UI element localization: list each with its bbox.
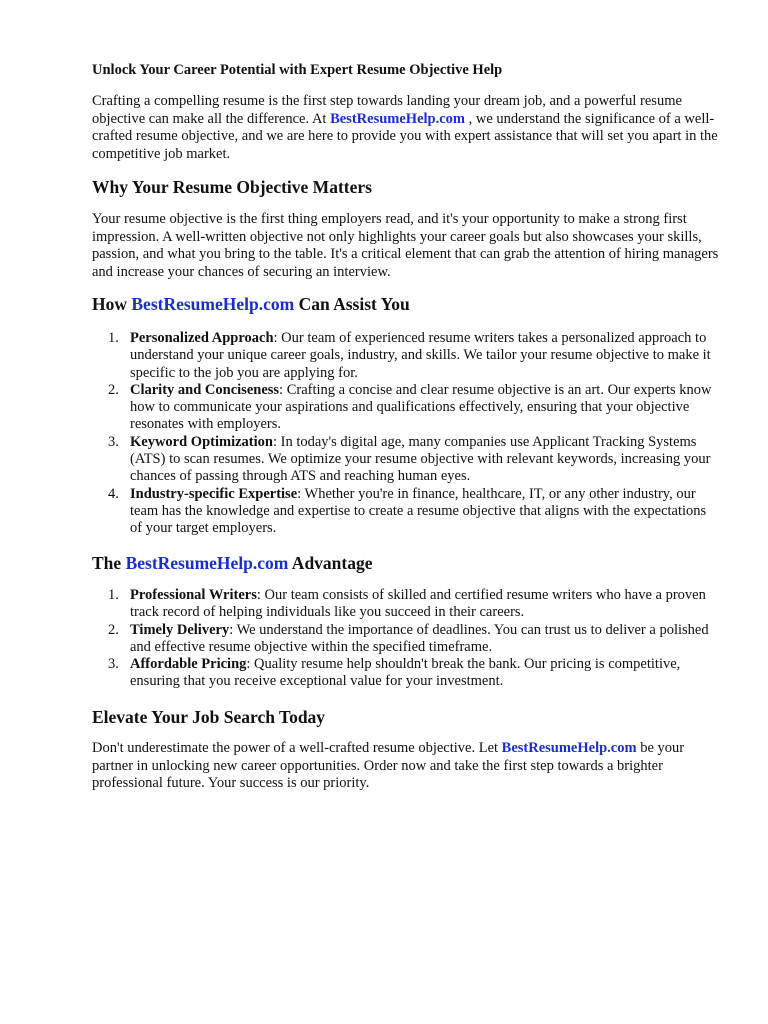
list-item: [104, 656, 718, 691]
advantage-heading: [92, 552, 373, 574]
list-item: [104, 434, 718, 486]
intro-text-before: Crafting a compelling resume is the first step towards landing your dream job, and a powerful resume objective can make all the difference. At: [92, 93, 682, 127]
list-text: : We understand the importance of deadlines. You can trust us to deliver a polished and effective resume objective within the specified timeframe.: [130, 621, 709, 655]
intro-paragraph: [92, 93, 722, 163]
intro-text-after: , we understand the significance of a well-crafted resume objective, and we are here to provide you with expert assistance that will set you apart in the competitive job market.: [92, 110, 718, 162]
list-text: : Whether you're in finance, healthcare, IT, or any other industry, our team has the knowledge and expertise to create a resume objective that aligns with the expectations of your target employers.: [130, 485, 707, 537]
elevate-paragraph: [92, 740, 722, 793]
elevate-text-before: Don't underestimate the power of a well-crafted resume objective. Let: [92, 740, 502, 756]
intro-site-link[interactable]: BestResumeHelp.com: [330, 110, 465, 127]
list-item: [104, 330, 718, 382]
assist-heading-link[interactable]: BestResumeHelp.com: [131, 294, 295, 314]
list-text: : Quality resume help shouldn't break the bank. Our pricing is competitive, ensuring that you receive exceptional value for your investment.: [130, 656, 681, 690]
list-number: 1.: [108, 587, 119, 603]
advantage-heading-after: Advantage: [288, 553, 373, 573]
list-text: : Our team consists of skilled and certified resume writers who have a proven track record of helping individuals like you succeed in their careers.: [130, 587, 706, 621]
list-number: 4.: [108, 485, 119, 502]
advantage-list: [104, 587, 718, 691]
list-term: Professional Writers: [130, 587, 257, 603]
list-term: Timely Delivery: [130, 621, 230, 638]
list-term: Affordable Pricing: [130, 656, 247, 673]
assist-list: [104, 330, 718, 538]
assist-heading-after: Can Assist You: [294, 294, 410, 314]
list-item: [104, 622, 718, 657]
assist-heading-before: How: [92, 294, 132, 314]
document-title: Unlock Your Career Potential with Expert Resume Objective Help: [92, 62, 503, 78]
advantage-heading-before: The: [92, 553, 126, 573]
list-text: : In today's digital age, many companies use Applicant Tracking Systems (ATS) to scan resumes. We optimize your resume objective with relevant keywords, increasing your chances of passing through ATS and reaching human eyes.: [130, 433, 711, 485]
list-item: [104, 382, 718, 434]
advantage-heading-link[interactable]: BestResumeHelp.com: [125, 553, 289, 573]
list-term: Personalized Approach: [130, 330, 274, 346]
list-number: 2.: [108, 381, 119, 398]
list-number: 1.: [108, 330, 119, 346]
assist-heading: [92, 293, 410, 315]
why-heading: Why Your Resume Objective Matters: [92, 177, 372, 197]
list-term: Industry-specific Expertise: [130, 485, 298, 502]
elevate-site-link[interactable]: BestResumeHelp.com: [501, 740, 637, 756]
list-text: : Crafting a concise and clear resume objective is an art. Our experts know how to communicate your aspirations and qualifications effectively, ensuring that your objective resonates with employers.: [130, 381, 712, 433]
list-term: Keyword Optimization: [130, 433, 273, 450]
list-item: [104, 587, 718, 622]
elevate-heading: Elevate Your Job Search Today: [92, 707, 326, 727]
list-term: Clarity and Conciseness: [130, 381, 280, 398]
why-paragraph: Your resume objective is the first thing employers read, and it's your opportunity to make a strong first impression. A well-written objective not only highlights your career goals but also showcases your skills, passion, and what you bring to the table. It's a critical element that can grab the attention of hiring managers and increase your chances of securing an interview.: [92, 211, 719, 280]
list-number: 2.: [108, 621, 119, 638]
list-item: [104, 486, 718, 538]
list-number: 3.: [108, 433, 119, 450]
elevate-text-after: be your partner in unlocking new career opportunities. Order now and take the first step towards a brighter professional future. Your success is our priority.: [92, 740, 685, 791]
list-text: : Our team of experienced resume writers takes a personalized approach to understand your unique career goals, industry, and skills. We tailor your resume objective to make it specific to the job you are applying for.: [130, 330, 711, 381]
list-number: 3.: [108, 656, 119, 673]
